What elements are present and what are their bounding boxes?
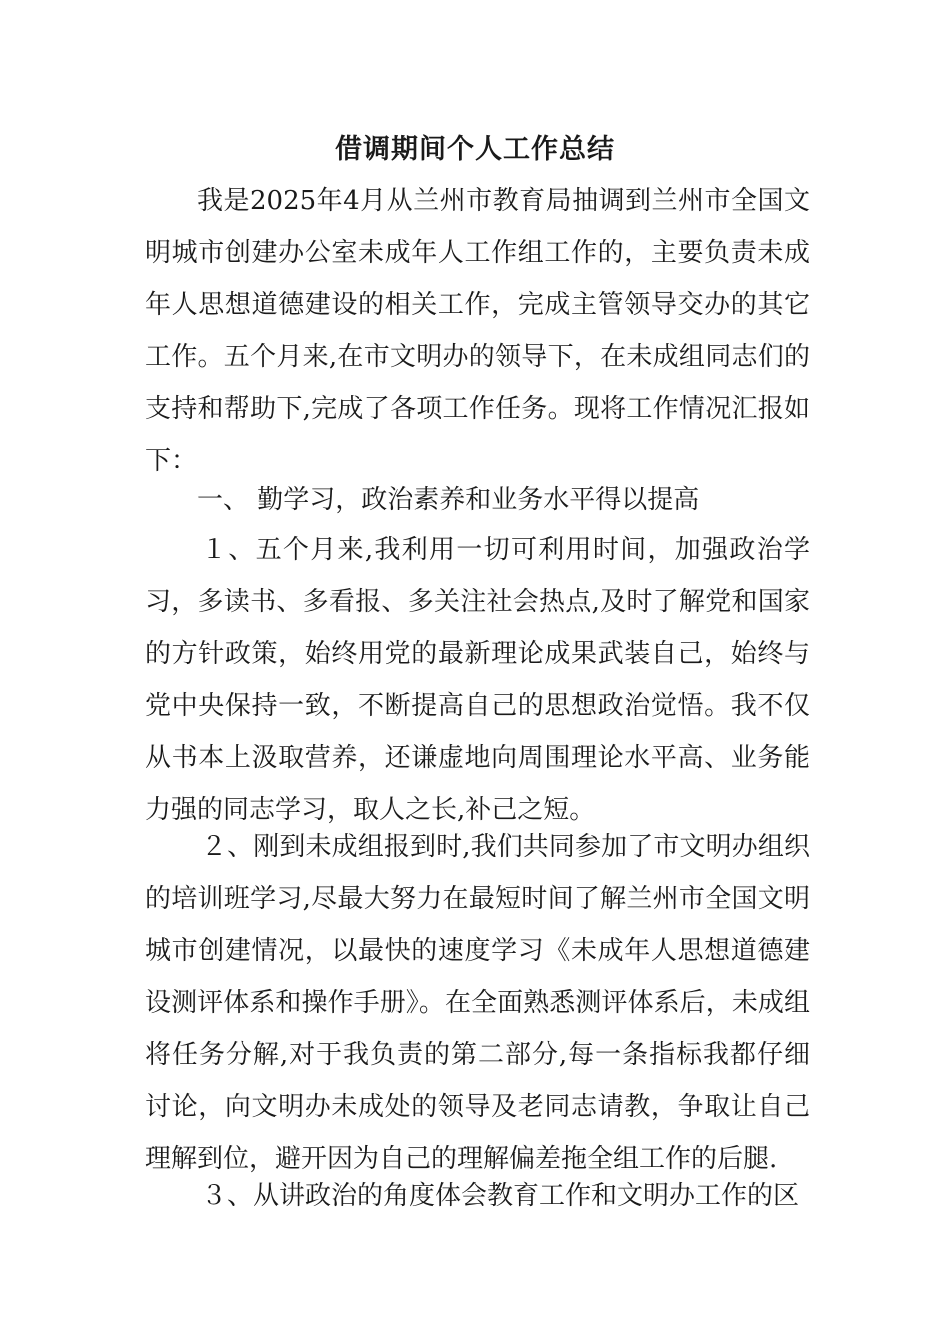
list-item-2: ２、刚到未成组报到时,我们共同参加了市文明办组织的培训班学习,尽最大努力在最短时间了解兰州市全国文明城市创建情况，以最快的速度学习《未成年人思想道德建设测评体系和操作手册》。在全面熟悉测评体系后，未成组将任务分解,对于我负责的第二部分,每一条指标我都仔细讨论，向文明办未成处的领导及老同志请教，争取让自己理解到位，避开因为自己的理解偏差拖全组工作的后腿. xyxy=(145,832,810,1174)
document-title: 借调期间个人工作总结 xyxy=(335,134,615,165)
list-item-1: １、五个月来,我利用一切可利用时间，加强政治学习，多读书、多看报、多关注社会热点,及时了解党和国家的方针政策，始终用党的最新理论成果武装自己，始终与党中央保持一致，不断提高自己的思想政治觉悟。我不仅从书本上汲取营养，还谦虚地向周围理论水平高、业务能力强的同志学习，取人之长,补己之短。 xyxy=(145,535,810,825)
list-item-3: ３、从讲政治的角度体会教育工作和文明办工作的区 xyxy=(201,1181,800,1211)
intro-paragraph: 我是2025年4月从兰州市教育局抽调到兰州市全国文明城市创建办公室未成年人工作组工作的，主要负责未成年人思想道德建设的相关工作，完成主管领导交办的其它工作。五个月来,在市文明办的领导下，在未成组同志们的支持和帮助下,完成了各项工作任务。现将工作情况汇报如下： xyxy=(145,186,810,476)
section-heading-1: 一、 勤学习，政治素养和业务水平得以提高 xyxy=(197,485,700,515)
